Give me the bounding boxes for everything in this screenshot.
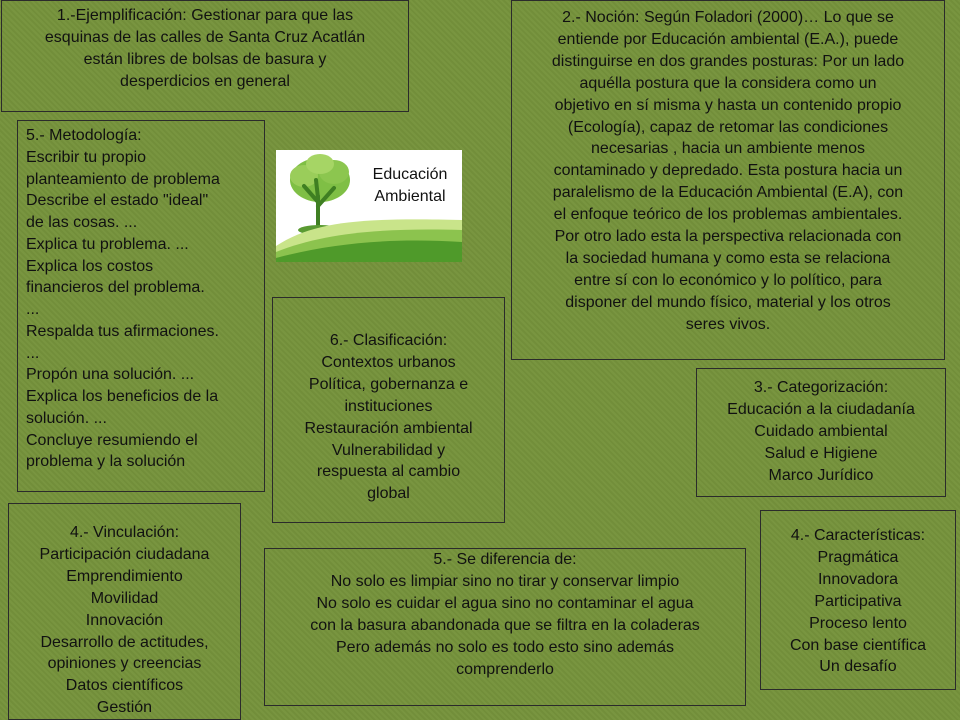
categorizacion-box [696, 368, 946, 497]
text-line: Marco Jurídico [768, 466, 874, 484]
text-line: Innovación [85, 611, 164, 629]
text-line: con la basura abandonada que se filtra en la coladeras [310, 616, 700, 634]
text-line: Explica tu problema. ... [26, 235, 189, 253]
text-line: Participativa [814, 592, 902, 610]
text-line: Describe el estado "ideal" [26, 192, 209, 210]
text-line: opiniones y creencias [47, 655, 202, 673]
text-line: instituciones [344, 397, 433, 415]
text-line: Participación ciudadana [39, 545, 210, 563]
text-line: Política, gobernanza e [308, 375, 469, 393]
text-line: Vulnerabilidad y [331, 441, 446, 459]
clasificacion-box [272, 297, 505, 523]
text-line: Escribir tu propio [26, 148, 147, 166]
text-line: Respalda tus afirmaciones. [26, 322, 219, 340]
text-line: Explica los costos [26, 257, 154, 275]
text-line: Proceso lento [809, 614, 907, 632]
text-line: objetivo en sí misma y hasta un contenido propio [554, 96, 902, 114]
nocion-box [511, 0, 945, 360]
text-line: Desarrollo de actitudes, [40, 633, 209, 651]
text-line: comprenderlo [456, 660, 554, 678]
text-line: Restauración ambiental [304, 419, 473, 437]
text-line: solución. ... [26, 409, 107, 427]
text-line: seres vivos. [685, 315, 771, 333]
text-line: Propón una solución. ... [26, 366, 195, 384]
text-line: están libres de bolsas de basura y [83, 50, 327, 68]
tree-icon [290, 154, 350, 235]
text-line: contaminado y depredado. Esta postura hacia un [553, 162, 903, 180]
logo-title-line: Educación [372, 166, 448, 183]
text-line: distinguirse en dos grandes posturas: Por un lado [551, 52, 905, 70]
text-line: 2.- Noción: Según Foladori (2000)… Lo que se [562, 9, 894, 26]
caracteristicas-box [760, 510, 956, 690]
text-line: 5.- Se diferencia de: [433, 551, 577, 568]
text-line: Emprendimiento [66, 567, 183, 585]
text-line: Pragmática [817, 548, 899, 566]
text-line: entiende por Educación ambiental (E.A.), puede [557, 30, 899, 48]
text-line: No solo es limpiar sino no tirar y conservar limpio [330, 572, 680, 590]
text-line: Pero además no solo es todo esto sino además [336, 638, 674, 656]
text-line: la sociedad humana y como esta se relaciona [565, 249, 891, 267]
text-line: 6.- Clasificación: [329, 332, 448, 349]
text-line: respuesta al cambio [316, 463, 461, 481]
text-line: Cuidado ambiental [754, 422, 888, 440]
text-line: Concluye resumiendo el [26, 431, 198, 449]
text-line: paralelismo de la Educación Ambiental (E.A), con [552, 184, 904, 202]
text-line: ... [26, 344, 40, 362]
metodologia-box [17, 120, 265, 492]
diferencia-box [264, 548, 746, 706]
text-line: 4.- Vinculación: [69, 524, 180, 541]
text-line: Explica los beneficios de la [26, 388, 219, 405]
text-line: Movilidad [90, 589, 159, 607]
text-line: necesarias , hacia un ambiente menos [591, 140, 865, 158]
text-line: Educación a la ciudadanía [727, 400, 915, 418]
text-line: 1.-Ejemplificación: Gestionar para que las [56, 7, 354, 24]
text-line: desperdicios en general [120, 72, 290, 90]
text-line: financieros del problema. [26, 279, 205, 297]
logo-title [362, 164, 458, 209]
text-line: Un desafío [819, 658, 897, 676]
text-line: Contextos urbanos [321, 353, 456, 371]
text-line: el enfoque teórico de los problemas ambientales. [553, 206, 903, 224]
text-line: disponer del mundo físico, material y los otros [565, 293, 891, 311]
logo-title-line: Ambiental [374, 188, 446, 206]
text-line: 5.- Metodología: [26, 127, 142, 144]
text-line: de las cosas. ... [26, 214, 138, 231]
text-line: Por otro lado esta la perspectiva relacionada con [554, 228, 902, 246]
text-line: 4.- Características: [790, 527, 926, 544]
text-line: ... [26, 301, 40, 318]
text-line: entre sí con lo económico y lo político, para [574, 271, 882, 289]
text-line: global [367, 485, 410, 503]
text-line: esquinas de las calles de Santa Cruz Acatlán [44, 28, 366, 46]
text-line: (Ecología), capaz de retomar las condiciones [567, 118, 889, 136]
text-line: No solo es cuidar el agua sino no contaminar el agua [316, 594, 694, 612]
green-wave-graphic [276, 219, 462, 262]
text-line: planteamiento de problema [26, 170, 220, 188]
text-line: Con base científica [789, 636, 927, 654]
vinculacion-box [8, 503, 241, 720]
text-line: Salud e Higiene [764, 444, 878, 462]
text-line: Datos científicos [65, 677, 184, 695]
text-line: problema y la solución [26, 453, 186, 471]
ejemplificacion-box [1, 0, 409, 112]
text-line: 3.- Categorización: [753, 379, 889, 396]
text-line: Innovadora [817, 570, 899, 588]
educacion-ambiental-logo [276, 150, 462, 262]
text-line: aquélla postura que la considera como un [579, 74, 877, 92]
text-line: Gestión [96, 699, 153, 717]
